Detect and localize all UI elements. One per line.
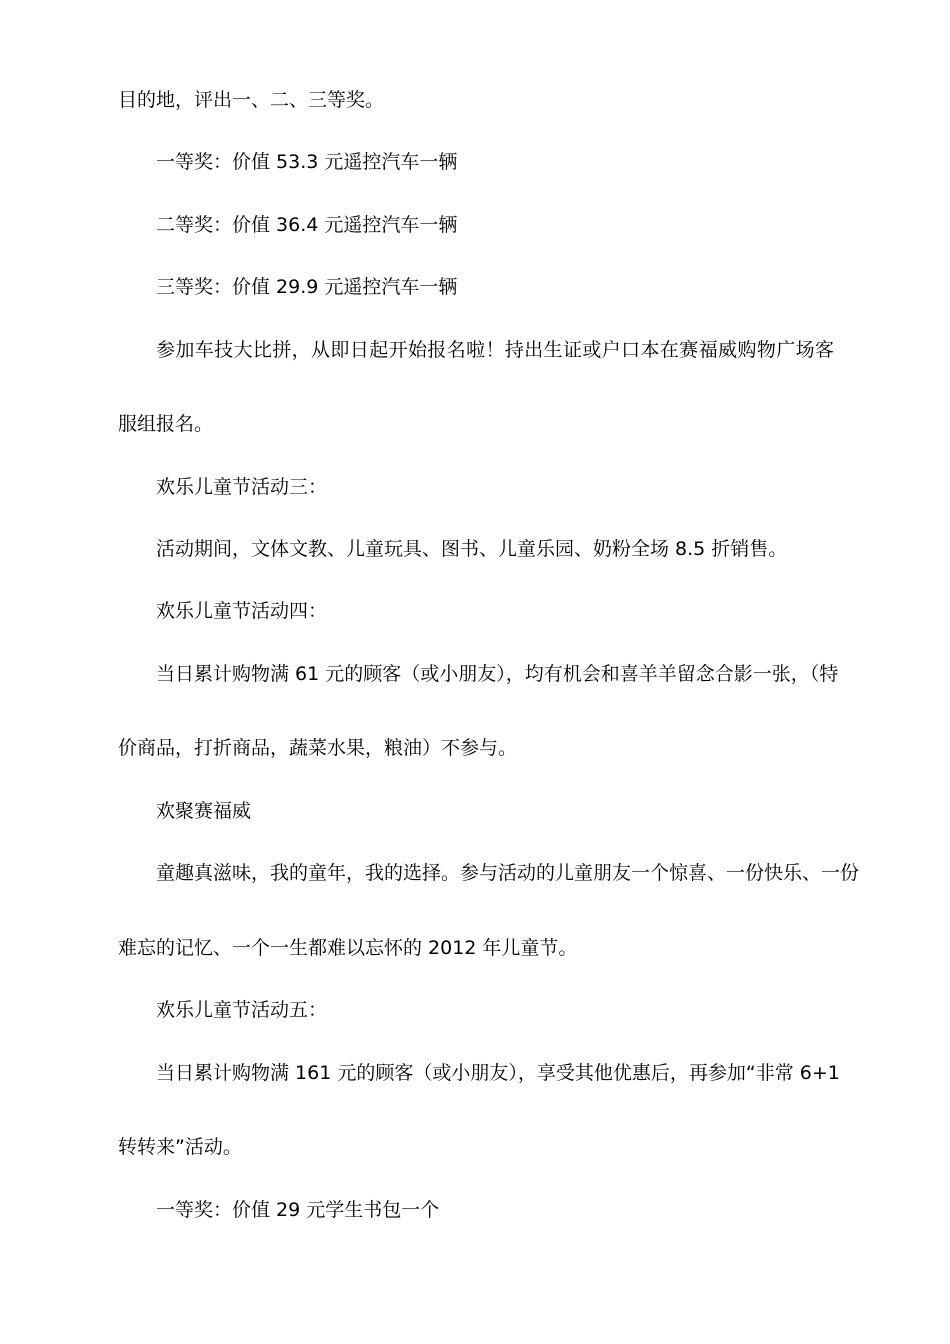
paragraph-activity-five-line-2: 转转来”活动。 bbox=[118, 1136, 242, 1158]
paragraph-second-prize-car: 二等奖：价值 36.4 元遥控汽车一辆 bbox=[156, 214, 458, 236]
paragraph-first-prize-car: 一等奖：价值 53.3 元遥控汽车一辆 bbox=[156, 151, 458, 173]
paragraph-activity-three-discount: 活动期间，文体文教、儿童玩具、图书、儿童乐园、奶粉全场 8.5 折销售。 bbox=[156, 538, 788, 560]
paragraph-registration-line-2: 服组报名。 bbox=[118, 413, 214, 435]
heading-gathering: 欢聚赛福威 bbox=[156, 800, 252, 822]
paragraph-activity-five-line-1: 当日累计购物满 161 元的顾客（或小朋友），享受其他优惠后，再参加“非常 6+1 bbox=[156, 1062, 840, 1084]
paragraph-third-prize-car: 三等奖：价值 29.9 元遥控汽车一辆 bbox=[156, 276, 458, 298]
heading-activity-five: 欢乐儿童节活动五： bbox=[156, 999, 328, 1021]
paragraph-registration-line-1: 参加车技大比拼，从即日起开始报名啦！持出生证或户口本在赛福威购物广场客 bbox=[156, 339, 834, 361]
paragraph-line-prize-intro: 目的地，评出一、二、三等奖。 bbox=[118, 89, 385, 111]
paragraph-first-prize-schoolbag: 一等奖：价值 29 元学生书包一个 bbox=[156, 1199, 440, 1221]
heading-activity-three: 欢乐儿童节活动三： bbox=[156, 476, 328, 498]
paragraph-activity-four-line-1: 当日累计购物满 61 元的顾客（或小朋友），均有机会和喜羊羊留念合影一张，（特 bbox=[156, 663, 839, 685]
heading-activity-four: 欢乐儿童节活动四： bbox=[156, 600, 328, 622]
paragraph-childhood-line-2: 难忘的记忆、一个一生都难以忘怀的 2012 年儿童节。 bbox=[118, 937, 578, 959]
paragraph-childhood-line-1: 童趣真滋味，我的童年，我的选择。参与活动的儿童朋友一个惊喜、一份快乐、一份 bbox=[156, 862, 860, 884]
paragraph-activity-four-line-2: 价商品，打折商品，蔬菜水果，粮油）不参与。 bbox=[118, 737, 518, 759]
